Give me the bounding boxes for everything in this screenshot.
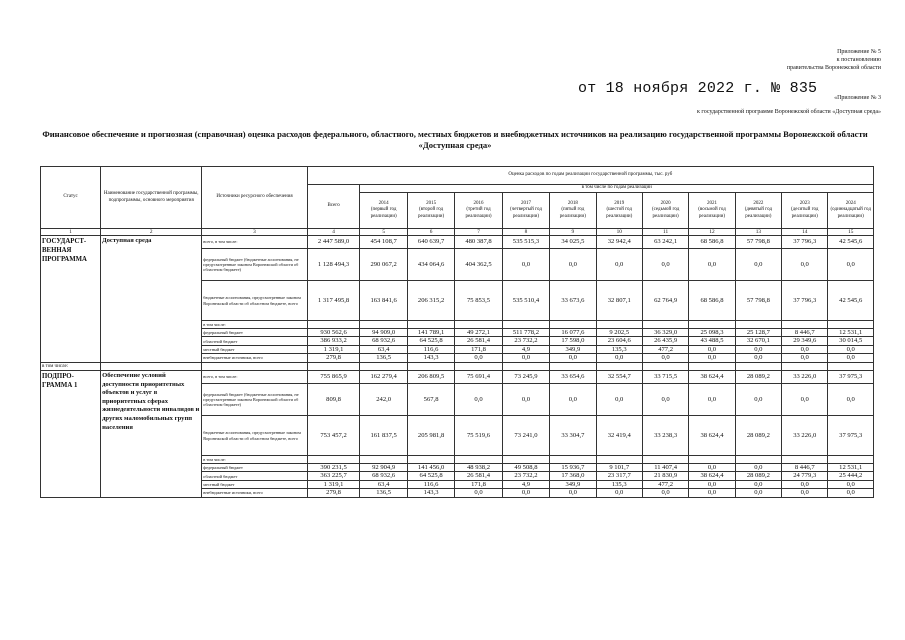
value-cell [689,456,735,464]
value-cell: 33 654,6 [550,371,596,384]
row-funding-source: в том числе: [202,456,307,464]
header-source: Источники ресурсного обеспечения [202,167,307,229]
value-cell [642,456,688,464]
value-cell: 23 604,6 [596,337,642,345]
value-cell: 753 457,2 [307,416,360,456]
value-cell: 25 098,3 [689,329,735,337]
header-year [455,193,502,229]
value-cell: 75 853,5 [455,281,502,321]
value-cell: 1 128 494,3 [307,249,360,281]
header-year [642,193,688,229]
value-cell: 0,0 [550,354,596,362]
column-index: 15 [828,229,874,236]
value-cell: 0,0 [782,249,828,281]
year-note: (четвертый год реализации) [510,207,542,219]
header-year [782,193,828,229]
value-cell [735,321,781,329]
value-cell: 73 245,9 [502,371,549,384]
value-cell: 0,0 [735,249,781,281]
value-cell: 49 508,8 [502,464,549,472]
year-label: 2019 [614,201,625,207]
value-cell: 0,0 [502,249,549,281]
value-cell: 42 545,6 [828,236,874,249]
value-cell: 0,0 [735,489,781,497]
row-funding-source: местный бюджет [202,480,307,488]
value-cell: 0,0 [828,354,874,362]
value-cell [689,321,735,329]
value-cell: 143,3 [407,354,454,362]
value-cell: 0,0 [455,489,502,497]
value-cell: 404 362,5 [455,249,502,281]
value-cell: 809,8 [307,384,360,416]
value-cell: 36 329,0 [642,329,688,337]
value-cell: 0,0 [642,384,688,416]
column-index: 4 [307,229,360,236]
year-label: 2020 [660,201,671,207]
empty-cell [455,362,502,370]
year-note: (одиннадцатый год реализации) [830,207,871,219]
value-cell [502,456,549,464]
value-cell: 0,0 [689,354,735,362]
value-cell: 0,0 [689,480,735,488]
value-cell: 434 064,6 [407,249,454,281]
value-cell: 135,3 [596,480,642,488]
header-year [596,193,642,229]
value-cell: 63,4 [360,480,407,488]
year-label: 2015 [426,201,437,207]
value-cell: 33 715,5 [642,371,688,384]
value-cell: 0,0 [735,354,781,362]
value-cell: 116,6 [407,345,454,353]
value-cell: 0,0 [828,384,874,416]
header-year [689,193,735,229]
year-label: 2024 [845,201,856,207]
empty-cell [689,362,735,370]
value-cell [550,321,596,329]
empty-cell [101,362,202,370]
value-cell: 8 446,7 [782,329,828,337]
table-row-separator [41,362,874,370]
year-label: 2017 [520,201,531,207]
value-cell: 8 446,7 [782,464,828,472]
value-cell: 92 904,9 [360,464,407,472]
row-funding-source: бюджетные ассигнования, предусмотренные законом Воронежской области об областном бюджете, всего [202,281,307,321]
value-cell [596,456,642,464]
value-cell [735,456,781,464]
value-cell: 0,0 [502,354,549,362]
table-row [41,236,874,249]
value-cell: 37 975,3 [828,416,874,456]
row-funding-source: федеральный бюджет [202,329,307,337]
value-cell: 0,0 [828,345,874,353]
value-cell [502,321,549,329]
value-cell: 0,0 [596,384,642,416]
value-cell: 0,0 [596,249,642,281]
value-cell: 37 975,3 [828,371,874,384]
value-cell: 75 691,4 [455,371,502,384]
value-cell: 63,4 [360,345,407,353]
value-cell: 0,0 [455,384,502,416]
value-cell: 64 525,8 [407,337,454,345]
value-cell: 32 419,4 [596,416,642,456]
value-cell: 279,8 [307,354,360,362]
value-cell: 30 014,5 [828,337,874,345]
value-cell: 26 581,4 [455,337,502,345]
value-cell: 206 315,2 [407,281,454,321]
value-cell: 2 447 589,0 [307,236,360,249]
value-cell: 0,0 [642,354,688,362]
value-cell: 363 225,7 [307,472,360,480]
value-cell: 162 279,4 [360,371,407,384]
value-cell: 0,0 [550,249,596,281]
value-cell: 26 435,9 [642,337,688,345]
value-cell: 63 242,1 [642,236,688,249]
value-cell: 25 444,2 [828,472,874,480]
column-index: 13 [735,229,781,236]
value-cell: 4,9 [502,480,549,488]
empty-cell [782,362,828,370]
value-cell: 4,9 [502,345,549,353]
value-cell [550,456,596,464]
value-cell: 0,0 [689,464,735,472]
year-label: 2016 [473,201,484,207]
value-cell: 0,0 [689,489,735,497]
value-cell: 15 936,7 [550,464,596,472]
empty-cell [596,362,642,370]
value-cell: 0,0 [689,345,735,353]
empty-cell [202,362,307,370]
value-cell: 0,0 [828,489,874,497]
appendix-top-block [787,48,881,72]
value-cell: 28 089,2 [735,416,781,456]
value-cell: 49 272,1 [455,329,502,337]
value-cell: 135,3 [596,345,642,353]
value-cell [307,456,360,464]
value-cell: 0,0 [735,480,781,488]
value-cell [455,321,502,329]
value-cell: 42 545,6 [828,281,874,321]
value-cell: 0,0 [735,345,781,353]
appendix-top-line: правительства Воронежской области [786,65,881,71]
value-cell: 136,5 [360,489,407,497]
appendix-top-line: к постановлению [836,57,881,63]
header-year [550,193,596,229]
value-cell: 1 319,1 [307,480,360,488]
value-cell: 34 025,5 [550,236,596,249]
column-index: 14 [782,229,828,236]
value-cell [360,321,407,329]
value-cell: 33 226,0 [782,371,828,384]
value-cell: 17 368,0 [550,472,596,480]
value-cell: 32 670,1 [735,337,781,345]
value-cell: 171,8 [455,480,502,488]
resolution-date: от 18 ноября 2022 г. № 835 [578,80,818,97]
value-cell: 38 624,4 [689,371,735,384]
value-cell: 163 841,6 [360,281,407,321]
value-cell: 0,0 [782,480,828,488]
value-cell: 755 865,9 [307,371,360,384]
header-status: Статус [41,167,101,229]
value-cell: 0,0 [455,354,502,362]
header-year [735,193,781,229]
year-note: (второй год реализации) [418,207,445,219]
row-funding-source: федеральный бюджет [202,464,307,472]
value-cell: 0,0 [689,384,735,416]
value-cell [782,321,828,329]
value-cell: 141 789,1 [407,329,454,337]
row-program-name: Обеспечение условий доступности приоритетных объектов и услуг в приоритетных сферах жизнедеятельности инвалидов и других маломобильных групп населения [101,371,202,498]
row-funding-source: всего, в том числе: [202,236,307,249]
value-cell: 640 639,7 [407,236,454,249]
value-cell: 0,0 [550,384,596,416]
empty-cell [828,362,874,370]
value-cell: 94 909,0 [360,329,407,337]
value-cell: 477,2 [642,480,688,488]
value-cell: 17 598,0 [550,337,596,345]
value-cell: 0,0 [782,345,828,353]
value-cell: 24 779,3 [782,472,828,480]
value-cell [407,321,454,329]
value-cell: 62 764,9 [642,281,688,321]
empty-cell [642,362,688,370]
value-cell: 21 830,9 [642,472,688,480]
row-funding-source: федеральный бюджет (бюджетные ассигнования, не предусмотренные законом Воронежской области об областном бюджете) [202,384,307,416]
value-cell: 37 796,3 [782,236,828,249]
financing-table [40,166,874,498]
value-cell: 567,8 [407,384,454,416]
value-cell: 48 938,2 [455,464,502,472]
header-estimate: Оценка расходов по годам реализации государственной программы, тыс. руб [307,167,873,185]
value-cell: 23 732,2 [502,337,549,345]
column-index: 3 [202,229,307,236]
value-cell: 68 586,8 [689,236,735,249]
year-note: (шестой год реализации) [606,207,633,219]
value-cell: 0,0 [550,489,596,497]
value-cell: 454 108,7 [360,236,407,249]
value-cell: 32 554,7 [596,371,642,384]
column-index: 12 [689,229,735,236]
column-index: 5 [360,229,407,236]
value-cell: 68 932,6 [360,472,407,480]
column-index: 1 [41,229,101,236]
value-cell: 23 317,7 [596,472,642,480]
empty-cell [307,362,360,370]
column-index: 7 [455,229,502,236]
value-cell: 33 226,0 [782,416,828,456]
value-cell: 0,0 [735,464,781,472]
row-funding-source: бюджетные ассигнования, предусмотренные законом Воронежской области об областном бюджете, всего [202,416,307,456]
value-cell: 33 238,3 [642,416,688,456]
year-note: (пятый год реализации) [559,207,586,219]
value-cell: 64 525,8 [407,472,454,480]
value-cell: 68 932,6 [360,337,407,345]
year-label: 2014 [378,201,389,207]
empty-cell [502,362,549,370]
value-cell: 1 319,1 [307,345,360,353]
value-cell: 68 586,8 [689,281,735,321]
value-cell: 38 624,4 [689,416,735,456]
year-label: 2021 [706,201,717,207]
header-year [828,193,874,229]
year-note: (первый год реализации) [370,207,397,219]
value-cell: 116,6 [407,480,454,488]
value-cell: 28 089,2 [735,371,781,384]
value-cell: 0,0 [828,480,874,488]
value-cell: 0,0 [502,489,549,497]
header-name: Наименование государственной программы, подпрограммы, основного мероприятия [101,167,202,229]
value-cell: 205 981,8 [407,416,454,456]
document-title: Финансовое обеспечение и прогнозная (справочная) оценка расходов федерального, областного, местных бюджетов и внебюджетных источников на реализацию государственной программы Воронежской области «Доступная среда» [42,129,868,150]
value-cell: 75 519,6 [455,416,502,456]
value-cell: 0,0 [502,384,549,416]
column-index: 8 [502,229,549,236]
row-funding-source: областной бюджет [202,337,307,345]
value-cell: 1 317 495,8 [307,281,360,321]
value-cell: 206 809,5 [407,371,454,384]
value-cell [828,321,874,329]
value-cell [455,456,502,464]
value-cell: 535 515,3 [502,236,549,249]
value-cell: 0,0 [782,354,828,362]
value-cell: 0,0 [642,249,688,281]
empty-cell [735,362,781,370]
year-label: 2022 [753,201,764,207]
value-cell: 23 732,2 [502,472,549,480]
value-cell [828,456,874,464]
value-cell: 0,0 [782,489,828,497]
year-note: (седьмой год реализации) [651,207,680,219]
value-cell: 38 624,4 [689,472,735,480]
table-row [41,371,874,384]
value-cell: 279,8 [307,489,360,497]
year-label: 2018 [567,201,578,207]
value-cell: 143,3 [407,489,454,497]
row-funding-source: внебюджетные источники, всего [202,489,307,497]
row-funding-source: местный бюджет [202,345,307,353]
value-cell: 171,8 [455,345,502,353]
row-status: ПОДПРО-ГРАММА 1 [41,371,101,498]
empty-cell [550,362,596,370]
appendix-program-label: «Приложение № 3 [834,95,881,101]
row-funding-source: областной бюджет [202,472,307,480]
value-cell: 477,2 [642,345,688,353]
value-cell: 0,0 [596,489,642,497]
in-that-number-label: в том числе: [41,362,101,370]
row-funding-source: федеральный бюджет (бюджетные ассигнования, не предусмотренные законом Воронежской области об областном бюджете) [202,249,307,281]
column-index: 11 [642,229,688,236]
empty-cell [407,362,454,370]
header-year [502,193,549,229]
value-cell: 349,9 [550,480,596,488]
row-funding-source: всего, в том числе: [202,371,307,384]
value-cell: 28 089,2 [735,472,781,480]
value-cell: 12 531,1 [828,464,874,472]
value-cell: 390 231,5 [307,464,360,472]
value-cell: 29 349,6 [782,337,828,345]
value-cell: 9 202,5 [596,329,642,337]
value-cell: 25 128,7 [735,329,781,337]
value-cell: 161 837,5 [360,416,407,456]
value-cell: 290 067,2 [360,249,407,281]
value-cell: 0,0 [689,249,735,281]
value-cell: 11 407,4 [642,464,688,472]
value-cell: 16 077,6 [550,329,596,337]
value-cell: 26 581,4 [455,472,502,480]
value-cell: 511 778,2 [502,329,549,337]
value-cell: 242,0 [360,384,407,416]
row-funding-source: в том числе: [202,321,307,329]
value-cell: 43 488,5 [689,337,735,345]
value-cell: 0,0 [735,384,781,416]
value-cell: 33 673,6 [550,281,596,321]
value-cell: 73 241,0 [502,416,549,456]
column-index: 2 [101,229,202,236]
header-year [407,193,454,229]
header-total: Всего [307,185,360,229]
value-cell: 9 101,7 [596,464,642,472]
value-cell: 0,0 [642,489,688,497]
value-cell: 0,0 [596,354,642,362]
value-cell: 12 531,1 [828,329,874,337]
value-cell: 349,9 [550,345,596,353]
value-cell: 480 387,8 [455,236,502,249]
value-cell: 37 796,3 [782,281,828,321]
value-cell: 57 798,8 [735,236,781,249]
row-funding-source: внебюджетные источники, всего [202,354,307,362]
year-note: (девятый год реализации) [744,207,773,219]
value-cell: 141 456,0 [407,464,454,472]
year-label: 2023 [799,201,810,207]
appendix-top-line: Приложение № 5 [837,49,881,55]
year-note: (десятый год реализации) [791,207,819,219]
year-note: (третий год реализации) [465,207,492,219]
value-cell: 32 942,4 [596,236,642,249]
program-reference: к государственной программе Воронежской области «Доступная среда» [697,109,881,115]
column-index: 6 [407,229,454,236]
value-cell [407,456,454,464]
value-cell [596,321,642,329]
value-cell: 0,0 [828,249,874,281]
column-index: 10 [596,229,642,236]
value-cell: 32 807,1 [596,281,642,321]
row-status: ГОСУДАРСТ-ВЕННАЯ ПРОГРАММА [41,236,101,363]
column-index: 9 [550,229,596,236]
value-cell: 57 798,8 [735,281,781,321]
value-cell: 136,5 [360,354,407,362]
row-program-name: Доступная среда [101,236,202,363]
value-cell [360,456,407,464]
empty-cell [360,362,407,370]
header-year [360,193,407,229]
value-cell: 535 510,4 [502,281,549,321]
value-cell [642,321,688,329]
value-cell [782,456,828,464]
value-cell: 33 304,7 [550,416,596,456]
header-incl-years: в том числе по годам реализации [360,185,874,193]
value-cell: 0,0 [782,384,828,416]
year-note: (восьмой год реализации) [698,207,726,219]
value-cell: 386 933,2 [307,337,360,345]
value-cell: 930 562,6 [307,329,360,337]
value-cell [307,321,360,329]
